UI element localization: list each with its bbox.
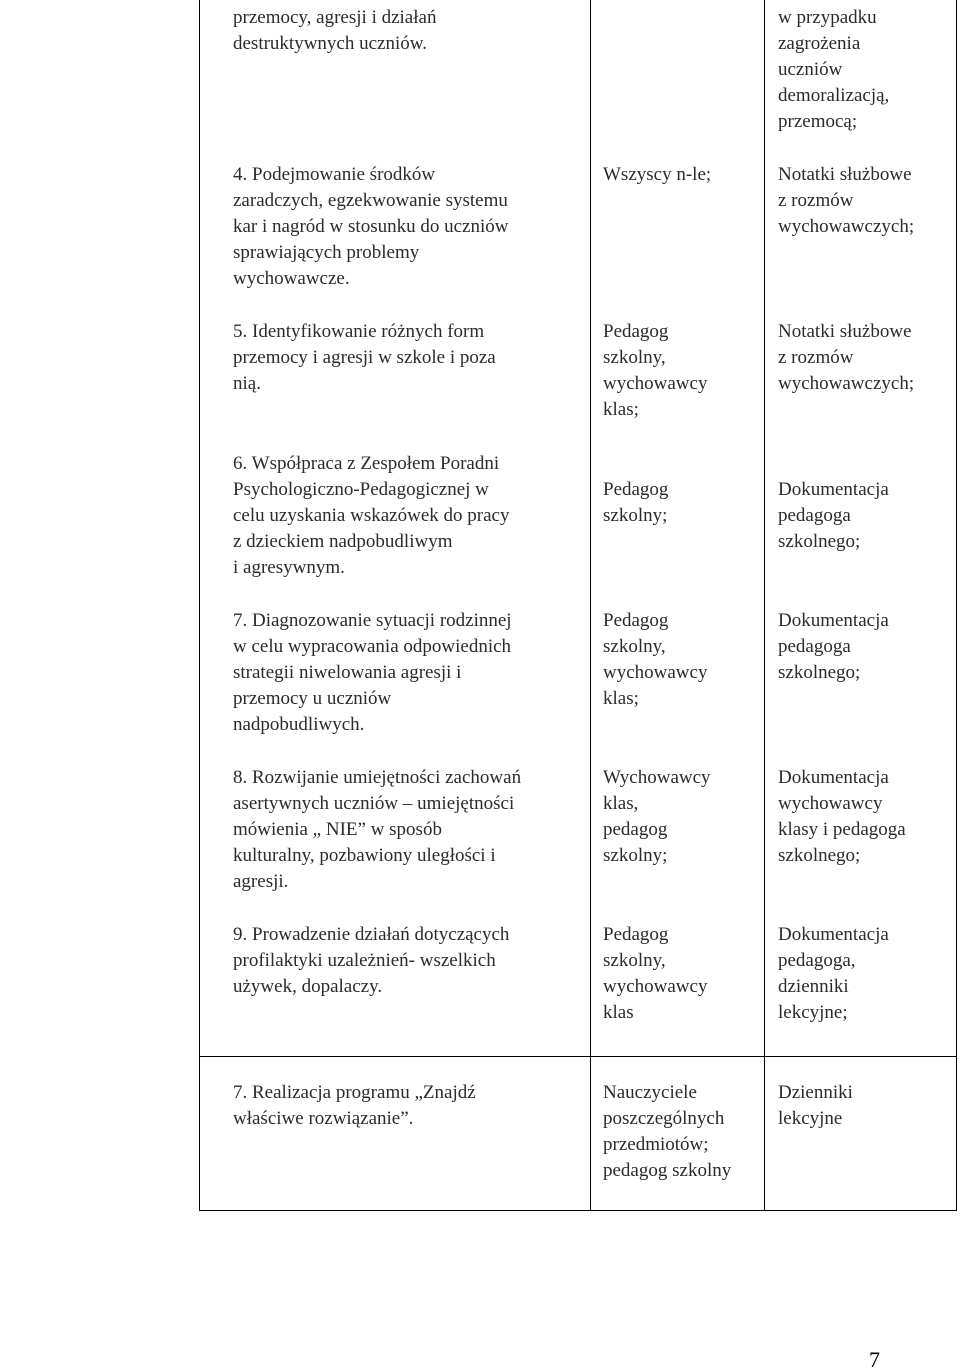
task-cell: 8. Rozwijanie umiejętności zachowań asertywnych uczniów – umiejętności mówienia „ NIE” w sposób kulturalny, pozbawiony uległości i agresji.: [233, 767, 522, 892]
task-cell: 5. Identyfikowanie różnych form przemocy i agresji w szkole i poza nią.: [233, 321, 496, 394]
column-divider: [590, 0, 591, 1210]
task-cell: 9. Prowadzenie działań dotyczących profilaktyki uzależnień- wszelkich używek, dopalaczy.: [233, 924, 510, 997]
task-cell: przemocy, agresji i działań destruktywnych uczniów.: [233, 7, 437, 54]
documentation-cell: Dokumentacja wychowawcy klasy i pedagoga szkolnego;: [778, 767, 906, 866]
row-divider: [200, 1056, 956, 1057]
responsible-cell: Pedagog szkolny, wychowawcy klas: [603, 924, 708, 1023]
task-cell: 6. Współpraca z Zespołem Poradni Psychologiczno-Pedagogicznej w celu uzyskania wskazówek do pracy z dzieckiem nadpobudliwym i agresywnym.: [233, 453, 510, 578]
responsible-cell: Pedagog szkolny, wychowawcy klas;: [603, 610, 708, 709]
responsible-cell: Wychowawcy klas, pedagog szkolny;: [603, 767, 711, 866]
responsible-cell: Pedagog szkolny, wychowawcy klas;: [603, 321, 708, 420]
documentation-cell: w przypadku zagrożenia uczniów demoralizacją, przemocą;: [778, 7, 890, 132]
page-number: 7: [869, 1347, 880, 1372]
documentation-cell: Dokumentacja pedagoga szkolnego;: [778, 479, 889, 552]
column-divider: [764, 0, 765, 1210]
responsible-cell: Wszyscy n-le;: [603, 164, 712, 185]
responsible-cell: Pedagog szkolny;: [603, 479, 669, 526]
documentation-cell: Dokumentacja pedagoga szkolnego;: [778, 610, 889, 683]
program-table: [199, 0, 957, 1211]
documentation-cell: Dokumentacja pedagoga, dzienniki lekcyjne;: [778, 924, 889, 1023]
task-cell: 7. Diagnozowanie sytuacji rodzinnej w celu wypracowania odpowiednich strategii niwelowania agresji i przemocy u uczniów nadpobudliwych.: [233, 610, 512, 735]
documentation-cell: Dzienniki lekcyjne: [778, 1082, 853, 1129]
documentation-cell: Notatki służbowe z rozmów wychowawczych;: [778, 321, 915, 394]
documentation-cell: Notatki służbowe z rozmów wychowawczych;: [778, 164, 915, 237]
responsible-cell: Nauczyciele poszczególnych przedmiotów; pedagog szkolny: [603, 1082, 732, 1181]
task-cell: 4. Podejmowanie środków zaradczych, egzekwowanie systemu kar i nagród w stosunku do uczniów sprawiających problemy wychowawcze.: [233, 164, 509, 289]
task-cell: 7. Realizacja programu „Znajdź właściwe rozwiązanie”.: [233, 1082, 476, 1129]
